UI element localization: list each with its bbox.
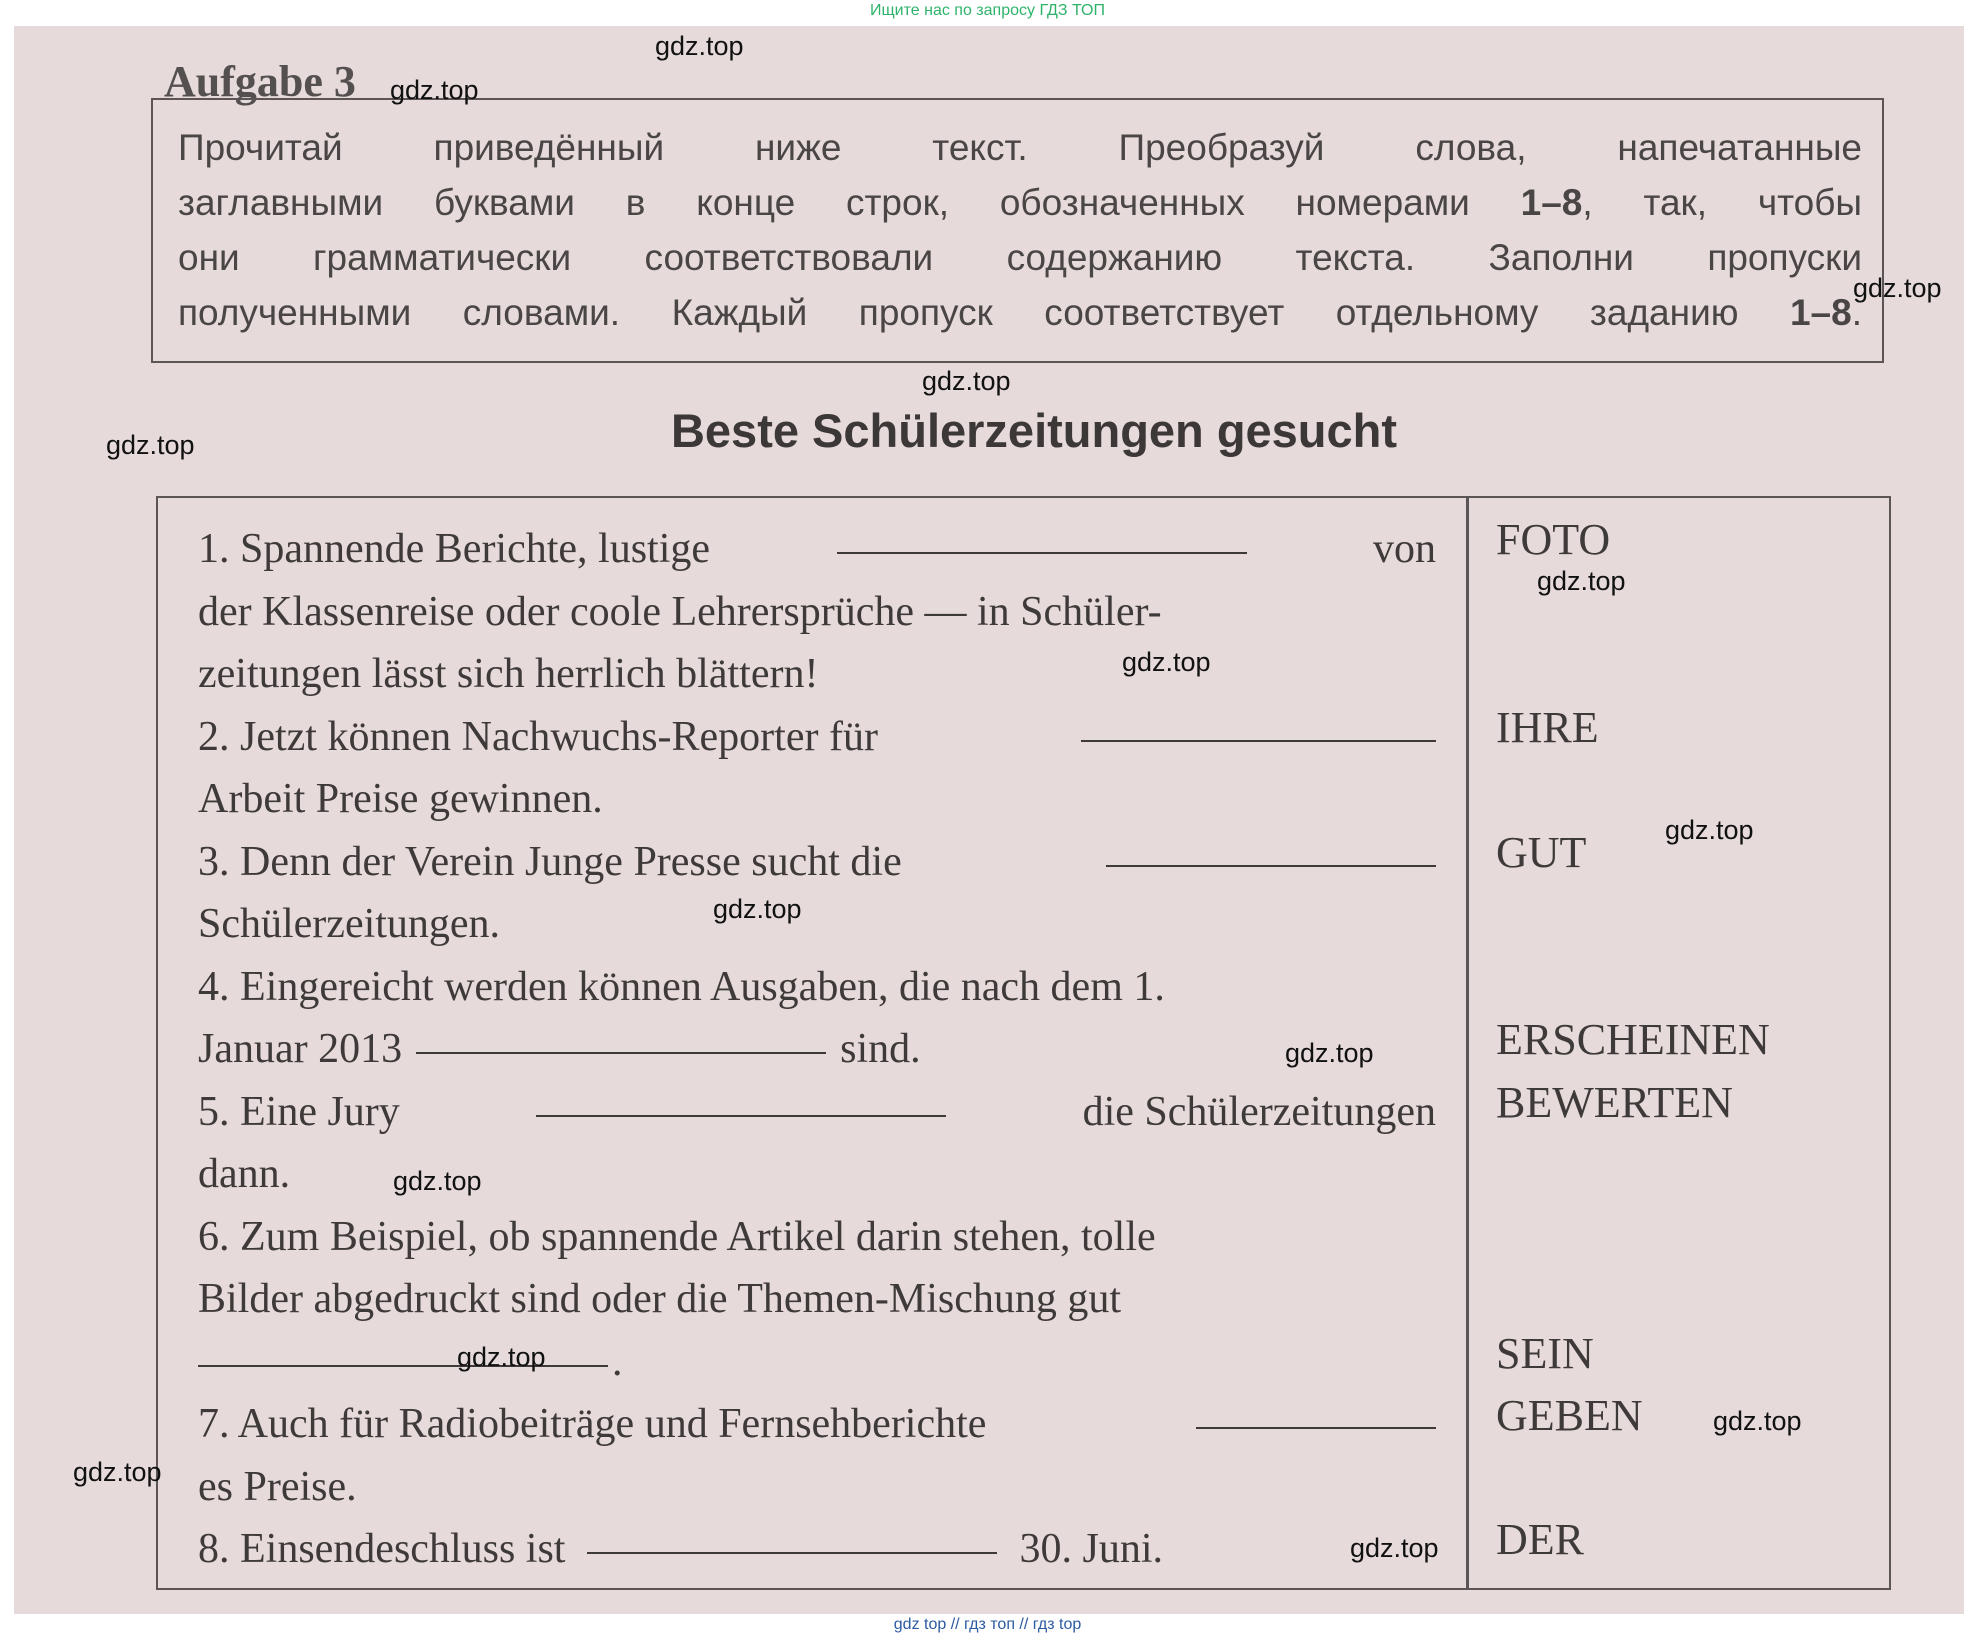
text-line [198,893,1436,956]
text-line [198,518,1436,581]
task-heading: Aufgabe 3 [164,57,356,106]
text-line [198,643,1436,706]
sentence-text: . [612,1338,623,1385]
sentence-text: sind. [840,1026,921,1072]
instruction-text: . [1851,292,1862,333]
answer-blank-4[interactable] [416,1052,826,1054]
text-line [198,1393,1436,1456]
sentence-text: der Klassenreise oder coole Lehrersprüche — in Schüler- [198,588,1162,635]
watermark: gdz.top [1713,1406,1802,1436]
sentence-text: es Preise. [198,1463,357,1510]
instruction-text: заглавными буквами в конце строк, обозначенных номерами [178,182,1521,223]
keyword-6: SEIN [1496,1329,1594,1378]
sentence-text: 30. Juni. [1019,1526,1163,1572]
watermark: gdz.top [1285,1038,1374,1068]
answer-blank-1[interactable] [837,552,1247,554]
watermark: gdz.top [1122,647,1211,677]
text-line [198,1206,1436,1269]
watermark: gdz.top [106,430,195,460]
instruction-range: 1–8 [1789,292,1852,333]
watermark: gdz.top [73,1457,162,1487]
column-divider [1466,498,1469,1588]
text-line [198,1143,1436,1206]
instruction-line [178,285,1862,340]
sentence-text: von [1372,526,1436,572]
watermark: gdz.top [390,75,479,105]
exercise-table [156,496,1891,1590]
text-line [198,1331,1436,1394]
answer-blank-8[interactable] [587,1552,997,1554]
keyword-2: IHRE [1496,703,1599,752]
answer-blank-3[interactable] [1106,865,1436,867]
watermark: gdz.top [655,31,744,61]
footer-links[interactable]: gdz top // гдз топ // гдз top [893,1616,1082,1633]
sentence-text: 6. Zum Beispiel, ob spannende Artikel darin stehen, tolle [198,1213,1156,1260]
sentence-text: Arbeit Preise gewinnen. [198,776,603,822]
text-line [198,581,1436,644]
instruction-text: полученными словами. Каждый пропуск соответствует отдельному заданию [178,292,1790,333]
watermark: gdz.top [393,1166,482,1196]
text-line [198,1018,1436,1081]
sentence-text: 5. Eine Jury [198,1088,400,1135]
instruction-line: Прочитай приведённый ниже текст. Преобразуй слова, напечатанные [178,127,1862,168]
keyword-8: DER [1496,1515,1584,1564]
watermark: gdz.top [1665,815,1754,845]
text-line [198,1081,1436,1144]
text-line [198,1456,1436,1519]
sentence-text: Januar 2013 [198,1026,403,1072]
answer-blank-2[interactable] [1081,740,1436,742]
keyword-1: FOTO [1496,515,1611,564]
instruction-line: они грамматически соответствовали содержанию текста. Заполни пропуски [178,237,1862,278]
watermark: gdz.top [713,894,802,924]
keyword-3: GUT [1496,828,1587,877]
watermark: gdz.top [457,1342,546,1372]
instruction-line [178,175,1862,230]
sentence-text: 7. Auch für Radiobeiträge und Fernsehberichte [198,1401,987,1447]
sentence-text: 1. Spannende Berichte, lustige [198,526,711,572]
sentence-text: zeitungen lässt sich herrlich blättern! [198,651,819,697]
watermark: gdz.top [922,366,1011,396]
keyword-7: GEBEN [1496,1391,1643,1440]
keyword-5: BEWERTEN [1496,1078,1733,1127]
text-line [198,768,1436,831]
sentence-text: dann. [198,1151,291,1197]
text-line [198,831,1436,894]
watermark: gdz.top [1853,273,1942,303]
text-line [198,1268,1436,1331]
instruction-range: 1–8 [1520,182,1583,223]
sentence-text: 2. Jetzt können Nachwuchs-Reporter für [198,713,878,760]
answer-blank-5[interactable] [536,1115,946,1117]
text-line [198,706,1436,769]
answer-blank-6[interactable] [198,1365,608,1367]
answer-blank-7[interactable] [1196,1427,1436,1429]
text-line [198,956,1436,1019]
sentence-text: Bilder abgedruckt sind oder die Themen-Mischung gut [198,1276,1122,1322]
sentences-column [198,518,1436,1581]
watermark: gdz.top [1350,1533,1439,1563]
keyword-4: ERSCHEINEN [1496,1015,1770,1064]
sentence-text: 4. Eingereicht werden können Ausgaben, die nach dem 1. [198,963,1165,1010]
watermark: gdz.top [1537,566,1626,596]
instruction-box [151,98,1884,363]
article-title: Beste Schülerzeitungen gesucht [670,404,1398,457]
sentence-text: 3. Denn der Verein Junge Presse sucht die [198,838,902,885]
sentence-text: Schülerzeitungen. [198,901,501,947]
sentence-text: die Schülerzeitungen [1082,1088,1436,1135]
text-line [198,1518,1436,1581]
top-banner[interactable]: Ищите нас по запросу ГДЗ ТОП [870,2,1105,19]
sentence-text: 8. Einsendeschluss ist [198,1526,566,1572]
instruction-text: , так, чтобы [1582,182,1862,223]
